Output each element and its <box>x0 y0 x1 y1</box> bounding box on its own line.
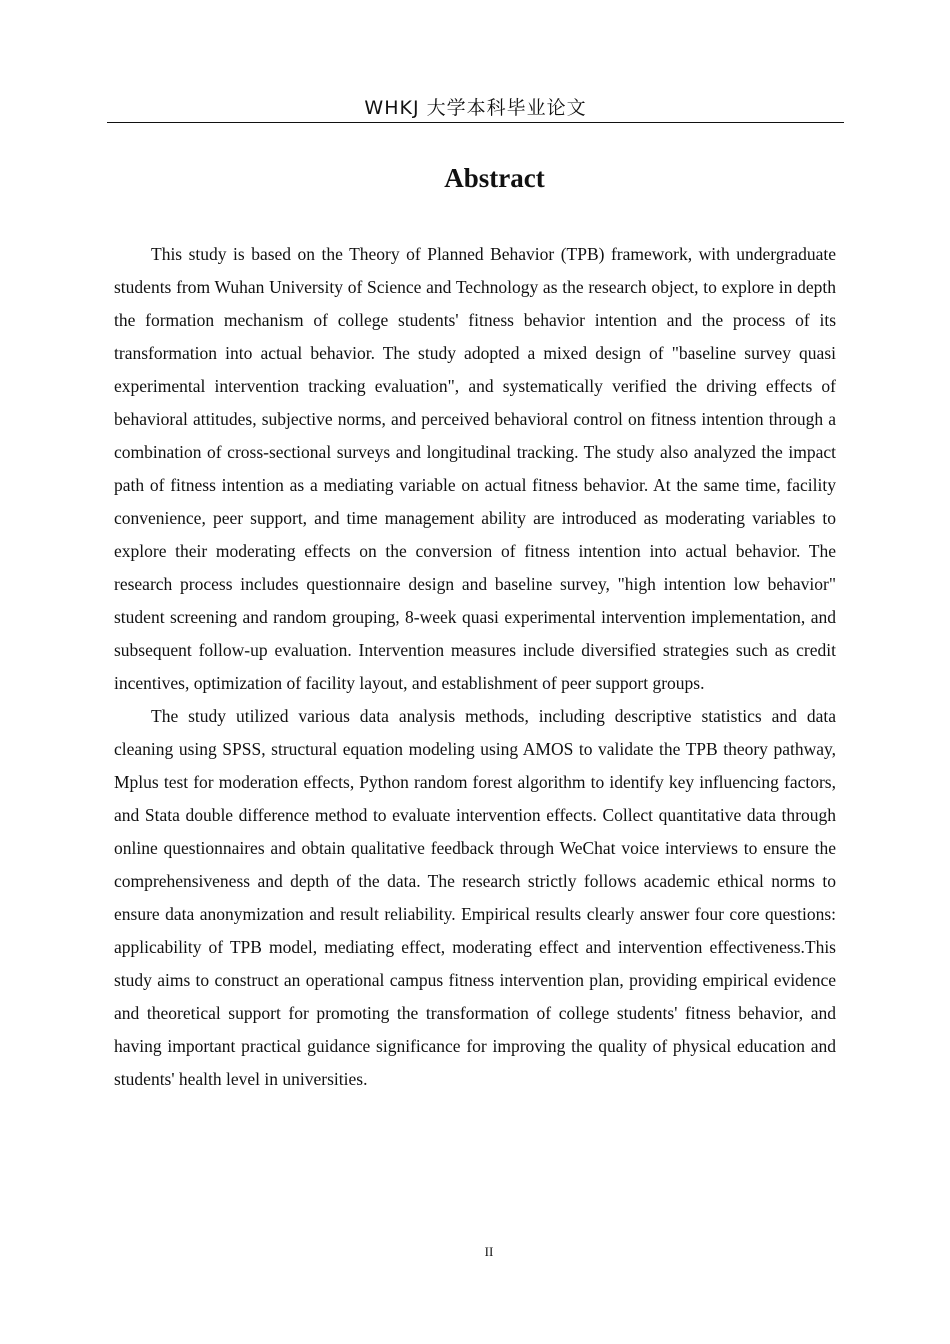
page-number: II <box>484 1244 494 1259</box>
abstract-paragraph-2: The study utilized various data analysis methods, including descriptive statistics and data cleaning using SPSS, structural equation modeling using AMOS to validate the TPB theory pathway, Mplus test for moderation effects, Python random forest algorithm to identify key influencing factors, and Stata double difference method to evaluate intervention effects. Collect quantitative data through online questionnaires and obtain qualitative feedback through WeChat voice interviews to ensure the comprehensiveness and depth of the data. The research strictly follows academic ethical norms to ensure data anonymization and result reliability. Empirical results clearly answer four core questions: applicability of TPB model, mediating effect, moderating effect and intervention effectiveness.This study aims to construct an operational campus fitness intervention plan, providing empirical evidence and theoretical support for promoting the transformation of college students' fitness behavior, and having important practical guidance significance for improving the quality of physical education and students' health level in universities. <box>114 706 836 1089</box>
header-rule <box>107 122 844 123</box>
abstract-title: Abstract <box>444 163 545 193</box>
abstract-paragraph-1: This study is based on the Theory of Planned Behavior (TPB) framework, with undergraduate students from Wuhan University of Science and Technology as the research object, to explore in depth the formation mechanism of college students' fitness behavior intention and the process of its transformation into actual behavior. The study adopted a mixed design of "baseline survey quasi experimental intervention tracking evaluation", and systematically verified the driving effects of behavioral attitudes, subjective norms, and perceived behavioral control on fitness intention through a combination of cross-sectional surveys and longitudinal tracking. The study also analyzed the impact path of fitness intention as a mediating variable on actual fitness behavior. At the same time, facility convenience, peer support, and time management ability are introduced as moderating variables to explore their moderating effects on the conversion of fitness intention into actual behavior. The research process includes questionnaire design and baseline survey, "high intention low behavior" student screening and random grouping, 8-week quasi experimental intervention implementation, and subsequent follow-up evaluation. Intervention measures include diversified strategies such as credit incentives, optimization of facility layout, and establishment of peer support groups. <box>114 244 836 693</box>
running-header: WHKJ 大学本科毕业论文 <box>364 97 587 119</box>
abstract-body <box>114 238 836 1096</box>
